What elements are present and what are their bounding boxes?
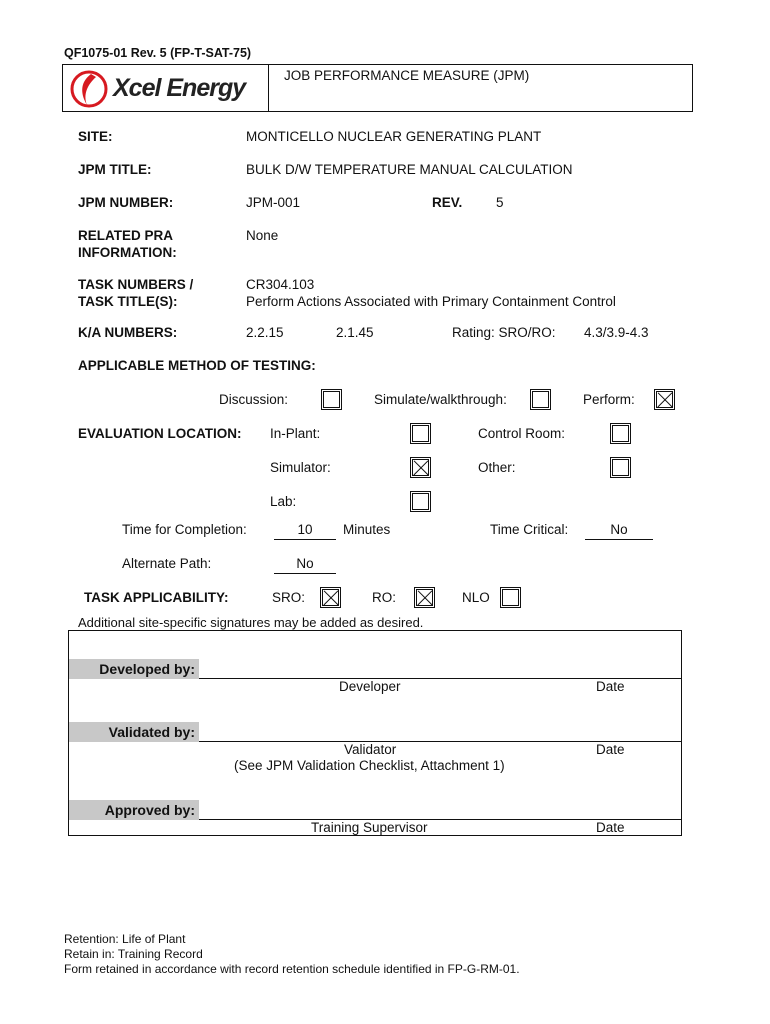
alternate-path-field[interactable]: No xyxy=(274,556,336,574)
discussion-label: Discussion: xyxy=(219,392,289,407)
sro-checkbox[interactable] xyxy=(322,589,339,606)
task-title: Perform Actions Associated with Primary Containment Control xyxy=(246,294,616,309)
ro-checkbox[interactable] xyxy=(416,589,433,606)
validated-by-label: Validated by: xyxy=(69,722,199,742)
jpm-number-value: JPM-001 xyxy=(246,195,301,210)
validator-caption: Validator xyxy=(344,742,397,757)
xcel-energy-logo xyxy=(69,69,265,109)
jpm-title-value: BULK D/W TEMPERATURE MANUAL CALCULATION xyxy=(246,162,573,177)
task-label-2: TASK TITLE(S): xyxy=(78,294,178,309)
flame-icon xyxy=(69,69,109,109)
task-label-1: TASK NUMBERS / xyxy=(78,277,194,292)
validator-note: (See JPM Validation Checklist, Attachment 1) xyxy=(234,758,505,773)
control-room-checkbox[interactable] xyxy=(612,425,629,442)
sro-label: SRO: xyxy=(272,590,306,605)
time-unit: Minutes xyxy=(343,522,391,537)
validator-date-caption: Date xyxy=(596,742,625,757)
developer-date-caption: Date xyxy=(596,679,625,694)
perform-label: Perform: xyxy=(583,392,635,407)
in-plant-checkbox[interactable] xyxy=(412,425,429,442)
rev-label: REV. xyxy=(432,195,463,210)
site-value: MONTICELLO NUCLEAR GENERATING PLANT xyxy=(246,129,542,144)
developer-caption: Developer xyxy=(339,679,401,694)
header-title: JOB PERFORMANCE MEASURE (JPM) xyxy=(284,68,530,83)
lab-label: Lab: xyxy=(270,494,297,509)
evaluation-heading: EVALUATION LOCATION: xyxy=(78,426,242,441)
jpm-number-label: JPM NUMBER: xyxy=(78,195,174,210)
time-completion-field[interactable]: 10 xyxy=(274,522,336,540)
applicability-heading: TASK APPLICABILITY: xyxy=(84,590,229,605)
site-label: SITE: xyxy=(78,129,113,144)
simulate-label: Simulate/walkthrough: xyxy=(374,392,507,407)
task-number: CR304.103 xyxy=(246,277,315,292)
in-plant-label: In-Plant: xyxy=(270,426,321,441)
ro-label: RO: xyxy=(372,590,397,605)
developed-by-label: Developed by: xyxy=(69,659,199,679)
other-checkbox[interactable] xyxy=(612,459,629,476)
logo-text: Xcel Energy xyxy=(113,74,246,102)
ka-number-2: 2.1.45 xyxy=(336,325,374,340)
control-room-label: Control Room: xyxy=(478,426,566,441)
lab-checkbox[interactable] xyxy=(412,493,429,510)
pra-label-2: INFORMATION: xyxy=(78,245,177,260)
time-critical-label: Time Critical: xyxy=(490,522,569,537)
discussion-checkbox[interactable] xyxy=(323,391,340,408)
perform-checkbox[interactable] xyxy=(656,391,673,408)
simulator-checkbox[interactable] xyxy=(412,459,429,476)
signature-note: Additional site-specific signatures may be added as desired. xyxy=(78,615,424,630)
footer-retention: Retention: Life of Plant xyxy=(64,932,186,946)
header-box xyxy=(62,64,693,112)
nlo-checkbox[interactable] xyxy=(502,589,519,606)
nlo-label: NLO xyxy=(462,590,490,605)
simulator-label: Simulator: xyxy=(270,460,331,475)
testing-heading: APPLICABLE METHOD OF TESTING: xyxy=(78,358,316,373)
jpm-title-label: JPM TITLE: xyxy=(78,162,152,177)
footer-retain-in: Retain in: Training Record xyxy=(64,947,203,961)
rev-value: 5 xyxy=(496,195,504,210)
supervisor-date-caption: Date xyxy=(596,820,625,835)
time-completion-label: Time for Completion: xyxy=(122,522,247,537)
alternate-path-label: Alternate Path: xyxy=(122,556,212,571)
ka-number-1: 2.2.15 xyxy=(246,325,284,340)
rating-label: Rating: SRO/RO: xyxy=(452,325,556,340)
form-id: QF1075-01 Rev. 5 (FP-T-SAT-75) xyxy=(64,46,252,60)
pra-value: None xyxy=(246,228,279,243)
ka-label: K/A NUMBERS: xyxy=(78,325,178,340)
approved-by-label: Approved by: xyxy=(69,800,199,820)
rating-value: 4.3/3.9-4.3 xyxy=(584,325,649,340)
time-critical-field[interactable]: No xyxy=(585,522,653,540)
simulate-checkbox[interactable] xyxy=(532,391,549,408)
other-label: Other: xyxy=(478,460,516,475)
supervisor-caption: Training Supervisor xyxy=(311,820,428,835)
pra-label-1: RELATED PRA xyxy=(78,228,174,243)
footer-retained-note: Form retained in accordance with record retention schedule identified in FP-G-RM-01. xyxy=(64,962,520,976)
